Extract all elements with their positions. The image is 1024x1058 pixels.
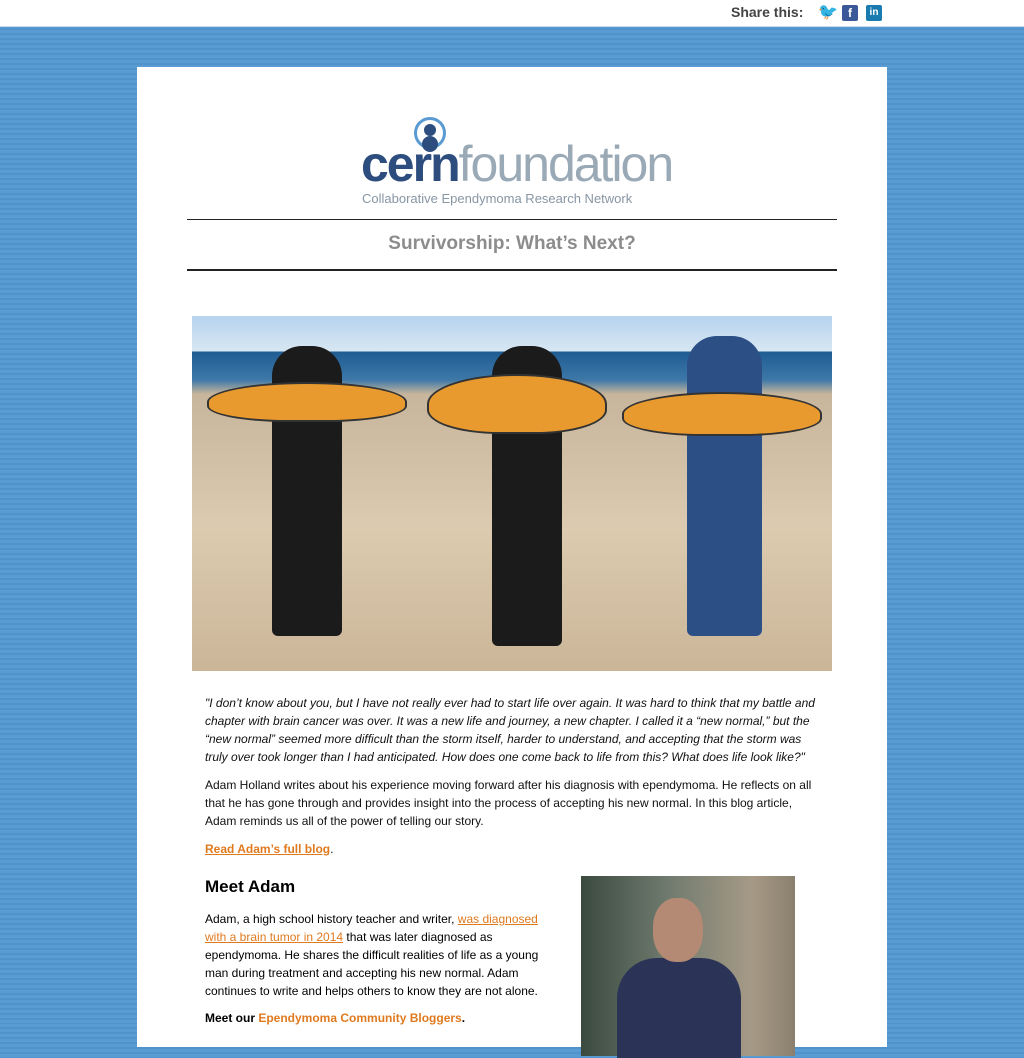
divider <box>187 219 837 220</box>
logo-tagline: Collaborative Ependymoma Research Network <box>362 191 633 206</box>
bloggers-link[interactable]: Ependymoma Community Bloggers <box>258 1011 462 1025</box>
cern-foundation-logo <box>361 115 671 205</box>
adam-photo <box>581 876 795 1056</box>
meet-heading: Meet Adam <box>205 877 296 896</box>
photo-wings <box>622 392 822 436</box>
email-card: cernfoundation Collaborative Ependymoma Research Network Survivorship: What’s Next? "I don’t know about you, but I have not really ever had to start life over again. It was hard to think that my battle and chapter with brain cancer was over. It was a new life and journey, a new chapter. I called it a “new normal,” but the “new normal” seemed more difficult than the storm itself, harder to understand, and accepting that the storm was truly over took longer than I had anticipated. How does one come back to life from this? What does life look like?" Adam Holland writes about his experience moving forward after his diagnosis with ependymoma. He reflects on all that he has gone through and provides insight into the process of accepting his new normal. In this blog article, Adam reminds us all of the power of telling our story. Read Adam’s full blog. Meet Adam Adam, a high school history teacher and writer, was diagnosed with a brain tumor in 2014 that was later diagnosed as ependymoma. He shares the difficult realities of life as a young man during treatment and accepting his new normal. Adam continues to write and helps others to know they are not alone. Meet our Ependymoma Community Bloggers. <box>137 67 887 1047</box>
page-title: Survivorship: What’s Next? <box>388 233 636 254</box>
twitter-icon[interactable]: 🐦 <box>818 4 838 21</box>
facebook-icon[interactable]: f <box>842 5 858 21</box>
photo-wings <box>427 374 607 434</box>
meet-text-a: Adam, a high school history teacher and writer, <box>205 912 458 926</box>
photo-wings <box>207 382 407 422</box>
intro-text: Adam Holland writes about his experience moving forward after his diagnosis with ependymoma. He reflects on all that he has gone through and provides insight into the process of accepting his new normal. In this blog article, Adam reminds us all of the power of telling our story. <box>205 778 812 828</box>
meet-our-label: Meet our <box>205 1011 259 1025</box>
logo-cern: cern <box>361 136 459 192</box>
share-label: Share this: <box>731 4 804 20</box>
linkedin-icon[interactable]: in <box>866 5 882 21</box>
meet-text-b: that was later diagnosed as ependymoma. He shares the difficult realities of life as a young man during treatment and accepting his new normal. Adam continues to write and helps others to know they are not alone. <box>205 930 539 998</box>
read-blog-link[interactable]: Read Adam’s full blog <box>205 842 331 856</box>
hero-photo <box>192 316 832 671</box>
meet-text: Adam, a high school history teacher and writer, was diagnosed with a brain tumor in 2014 that was later diagnosed as ependymoma. He shares the difficult realities of life as a young man during treatment and accepting his new normal. Adam continues to write and helps others to know they are not alone. Meet our Ependymoma Community Bloggers. <box>205 912 539 1025</box>
photo-person <box>687 336 762 636</box>
share-bar <box>0 0 1024 27</box>
logo-foundation: foundation <box>458 136 673 192</box>
diagnosis-link[interactable]: was diagnosed with a brain tumor in 2014 <box>205 912 538 944</box>
quote-text: "I don’t know about you, but I have not really ever had to start life over again. It was hard to think that my battle and chapter with brain cancer was over. It was a new life and journey, a new chapter. I called it a “new normal,” but the “new normal” seemed more difficult than the storm itself, harder to understand, and accepting that the storm was truly over took longer than I had anticipated. How does one come back to life from this? What does life look like?" <box>205 696 815 764</box>
divider <box>187 269 837 271</box>
